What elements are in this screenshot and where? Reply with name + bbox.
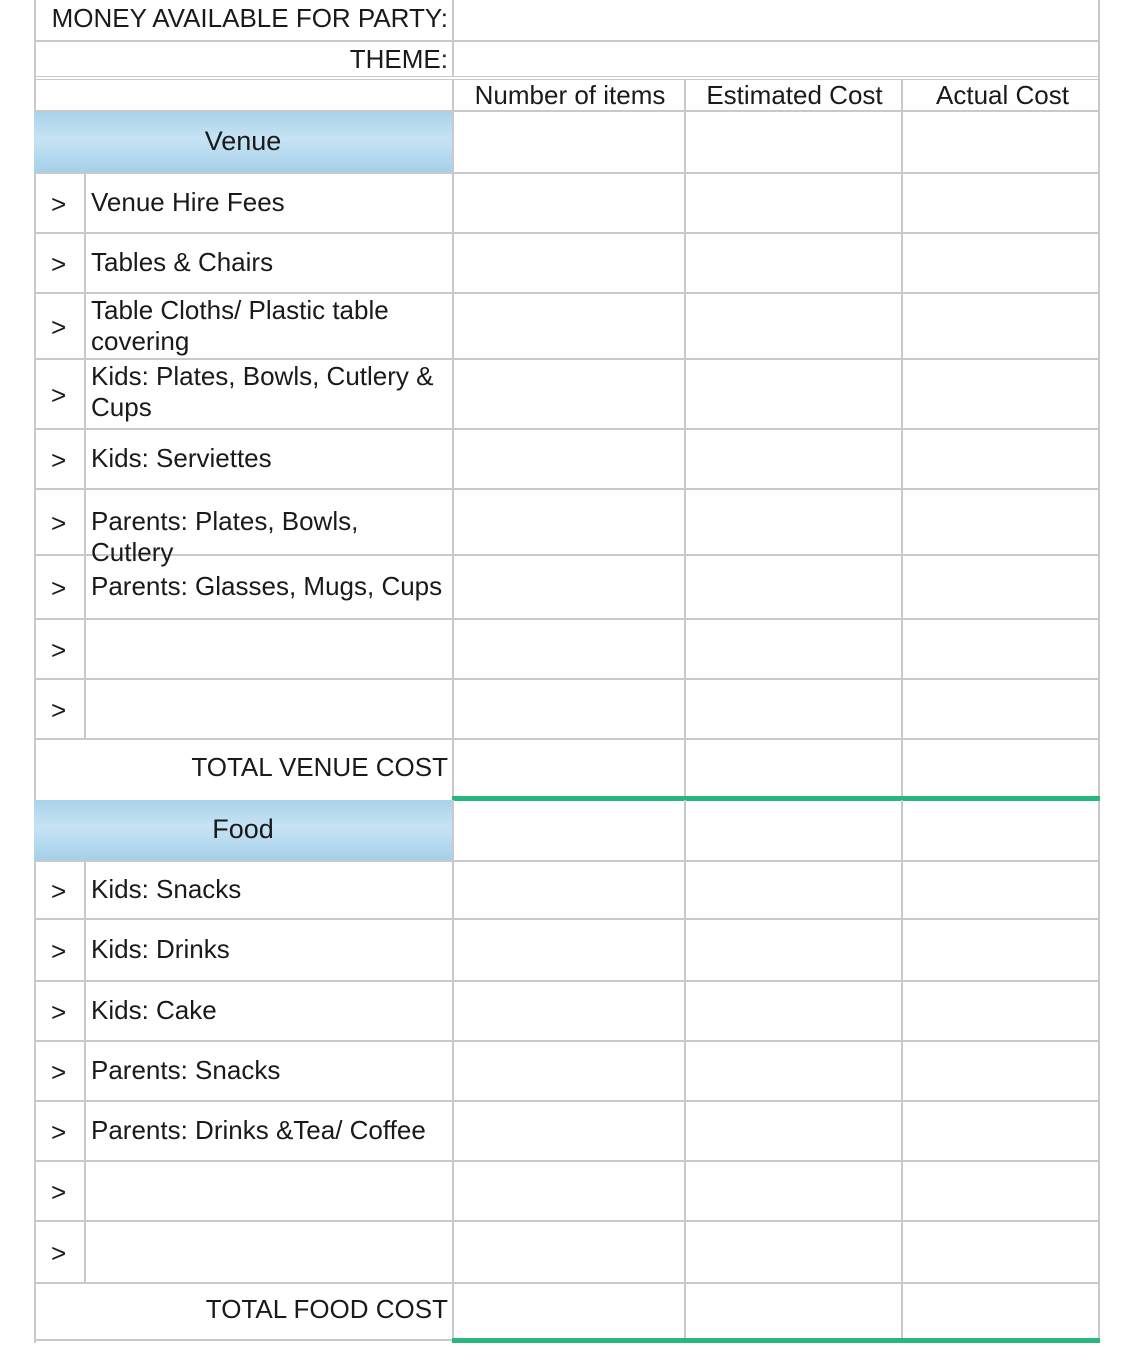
cost-cell[interactable]	[901, 800, 1100, 860]
item-label: Kids: Serviettes	[91, 442, 272, 473]
food-item-row	[34, 982, 1100, 1042]
cost-cell[interactable]	[684, 174, 901, 232]
cost-cell[interactable]	[901, 174, 1100, 232]
cost-cell[interactable]	[901, 1222, 1100, 1282]
cost-cell[interactable]	[452, 1102, 684, 1160]
cost-cell[interactable]	[684, 982, 901, 1040]
item-label-cell[interactable]	[84, 620, 452, 678]
theme-row	[34, 42, 1100, 80]
cost-cell[interactable]	[684, 490, 901, 554]
chevron-right-icon: >	[51, 1057, 67, 1087]
money-available-row	[34, 0, 1100, 42]
cost-cell[interactable]	[684, 1162, 901, 1220]
chevron-right-icon: >	[51, 249, 67, 279]
item-label: Table Cloths/ Plastic table covering	[91, 295, 389, 356]
cost-cell[interactable]	[901, 234, 1100, 292]
chevron-right-icon: >	[51, 1177, 67, 1207]
cost-cell[interactable]	[452, 680, 684, 738]
venue-item-row	[34, 360, 1100, 430]
cost-cell[interactable]	[452, 556, 684, 618]
total-venue-label: TOTAL VENUE COST	[191, 752, 448, 782]
venue-section-row	[34, 112, 1100, 174]
cost-cell[interactable]	[452, 360, 684, 428]
cost-cell[interactable]	[452, 740, 684, 798]
item-label-cell[interactable]	[84, 556, 452, 618]
cost-cell[interactable]	[452, 800, 684, 860]
venue-item-row	[34, 234, 1100, 294]
cost-cell[interactable]	[684, 680, 901, 738]
item-label: Parents: Plates, Bowls, Cutlery	[91, 505, 359, 567]
item-label-cell[interactable]	[84, 1042, 452, 1100]
food-item-row	[34, 862, 1100, 920]
col-estimated-cost-label: Estimated Cost	[706, 80, 883, 110]
arrow-cell	[34, 234, 84, 292]
col-number-of-items	[452, 80, 684, 110]
arrow-cell	[34, 360, 84, 428]
cost-cell[interactable]	[901, 620, 1100, 678]
chevron-right-icon: >	[51, 876, 67, 906]
venue-item-row	[34, 680, 1100, 740]
cost-cell[interactable]	[901, 1162, 1100, 1220]
item-label-cell[interactable]	[84, 294, 452, 358]
item-label: Kids: Cake	[91, 994, 217, 1025]
col-actual-cost-label: Actual Cost	[936, 80, 1069, 110]
cost-cell[interactable]	[452, 1284, 684, 1339]
food-section-row	[34, 800, 1100, 862]
column-header-row	[34, 80, 1100, 112]
money-available-label: MONEY AVAILABLE FOR PARTY:	[51, 3, 448, 33]
venue-item-row	[34, 620, 1100, 680]
cost-cell[interactable]	[684, 1284, 901, 1339]
food-item-row	[34, 1102, 1100, 1162]
cost-cell[interactable]	[684, 800, 901, 860]
cost-cell[interactable]	[684, 740, 901, 798]
arrow-cell	[34, 1162, 84, 1220]
cost-cell[interactable]	[901, 430, 1100, 488]
item-label-cell[interactable]	[84, 862, 452, 918]
food-item-row	[34, 920, 1100, 982]
item-label-cell[interactable]	[84, 430, 452, 488]
cell[interactable]	[452, 112, 684, 172]
item-label: Venue Hire Fees	[91, 186, 285, 217]
cost-cell[interactable]	[684, 1042, 901, 1100]
arrow-cell	[34, 174, 84, 232]
cost-cell[interactable]	[901, 920, 1100, 980]
total-venue-row	[34, 740, 1100, 798]
chevron-right-icon: >	[51, 508, 67, 538]
cost-cell[interactable]	[901, 1284, 1100, 1339]
cost-cell[interactable]	[452, 490, 684, 554]
cost-cell[interactable]	[452, 430, 684, 488]
food-item-row	[34, 1042, 1100, 1102]
arrow-cell	[34, 1102, 84, 1160]
food-section-title: Food	[34, 800, 452, 860]
cost-cell[interactable]	[452, 920, 684, 980]
cost-cell[interactable]	[901, 862, 1100, 918]
cost-cell[interactable]	[684, 430, 901, 488]
arrow-cell	[34, 920, 84, 980]
chevron-right-icon: >	[51, 380, 67, 410]
cost-cell[interactable]	[452, 234, 684, 292]
cost-cell[interactable]	[452, 1162, 684, 1220]
chevron-right-icon: >	[51, 695, 67, 725]
venue-item-row	[34, 294, 1100, 360]
item-label-cell[interactable]	[84, 1102, 452, 1160]
item-label: Parents: Snacks	[91, 1054, 281, 1085]
arrow-cell	[34, 294, 84, 358]
chevron-right-icon: >	[51, 1117, 67, 1147]
item-label-cell[interactable]	[84, 1222, 452, 1282]
cost-cell[interactable]	[901, 294, 1100, 358]
arrow-cell	[34, 1222, 84, 1282]
cost-cell[interactable]	[684, 360, 901, 428]
cost-cell[interactable]	[452, 620, 684, 678]
cost-cell[interactable]	[901, 740, 1100, 798]
chevron-right-icon: >	[51, 1238, 67, 1268]
arrow-cell	[34, 556, 84, 618]
arrow-cell	[34, 1042, 84, 1100]
col-actual-cost	[901, 80, 1100, 110]
cost-cell[interactable]	[452, 982, 684, 1040]
item-label: Kids: Drinks	[91, 933, 230, 964]
theme-input[interactable]	[452, 42, 1100, 76]
item-label-cell[interactable]	[84, 1162, 452, 1220]
cost-cell[interactable]	[901, 490, 1100, 554]
venue-item-row	[34, 490, 1100, 567]
item-label-cell[interactable]	[84, 680, 452, 738]
cost-cell[interactable]	[452, 1222, 684, 1282]
chevron-right-icon: >	[51, 573, 67, 603]
cost-cell[interactable]	[452, 294, 684, 358]
cost-cell[interactable]	[901, 680, 1100, 738]
cost-cell[interactable]	[684, 234, 901, 292]
venue-item-row	[34, 430, 1100, 490]
cost-cell[interactable]	[452, 174, 684, 232]
chevron-right-icon: >	[51, 445, 67, 475]
total-food-row	[34, 1284, 1100, 1341]
item-label-cell[interactable]	[84, 920, 452, 980]
chevron-right-icon: >	[51, 997, 67, 1027]
item-label-cell[interactable]	[84, 174, 452, 232]
cost-cell[interactable]	[684, 862, 901, 918]
col-number-of-items-label: Number of items	[474, 80, 666, 110]
cost-cell[interactable]	[901, 1042, 1100, 1100]
cost-cell[interactable]	[452, 1042, 684, 1100]
item-label: Kids: Snacks	[91, 873, 242, 904]
food-item-row	[34, 1222, 1100, 1284]
chevron-right-icon: >	[51, 189, 67, 219]
food-item-row	[34, 1162, 1100, 1222]
cost-cell[interactable]	[901, 982, 1100, 1040]
cost-cell[interactable]	[684, 556, 901, 618]
total-food-label: TOTAL FOOD COST	[205, 1294, 448, 1324]
item-label-cell[interactable]	[84, 360, 452, 428]
total-food-underline	[452, 1338, 1100, 1343]
arrow-cell	[34, 490, 84, 554]
item-label-cell[interactable]	[84, 234, 452, 292]
item-label: Parents: Glasses, Mugs, Cups	[91, 570, 443, 601]
arrow-cell	[34, 982, 84, 1040]
arrow-cell	[34, 680, 84, 738]
theme-label: THEME:	[349, 44, 448, 74]
item-label-cell[interactable]	[84, 982, 452, 1040]
venue-item-row	[34, 556, 1100, 620]
cost-cell[interactable]	[684, 1102, 901, 1160]
arrow-cell	[34, 430, 84, 488]
cost-cell[interactable]	[684, 620, 901, 678]
cost-cell[interactable]	[684, 294, 901, 358]
venue-section-title: Venue	[34, 112, 452, 172]
arrow-cell	[34, 620, 84, 678]
cost-cell[interactable]	[901, 1102, 1100, 1160]
chevron-right-icon: >	[51, 936, 67, 966]
venue-item-row	[34, 174, 1100, 234]
cost-cell[interactable]	[901, 360, 1100, 428]
cost-cell[interactable]	[452, 862, 684, 918]
item-label-cell[interactable]	[84, 490, 452, 567]
cost-cell[interactable]	[901, 556, 1100, 618]
arrow-cell	[34, 862, 84, 918]
cost-cell[interactable]	[684, 920, 901, 980]
money-available-input[interactable]	[452, 0, 1100, 40]
item-label: Kids: Plates, Bowls, Cutlery & Cups	[91, 361, 434, 422]
chevron-right-icon: >	[51, 312, 67, 342]
col-estimated-cost	[684, 80, 901, 110]
item-label: Parents: Drinks &Tea/ Coffee	[91, 1114, 426, 1145]
cell[interactable]	[901, 112, 1100, 172]
chevron-right-icon: >	[51, 635, 67, 665]
item-label: Tables & Chairs	[91, 246, 274, 277]
cost-cell[interactable]	[684, 1222, 901, 1282]
cell[interactable]	[684, 112, 901, 172]
